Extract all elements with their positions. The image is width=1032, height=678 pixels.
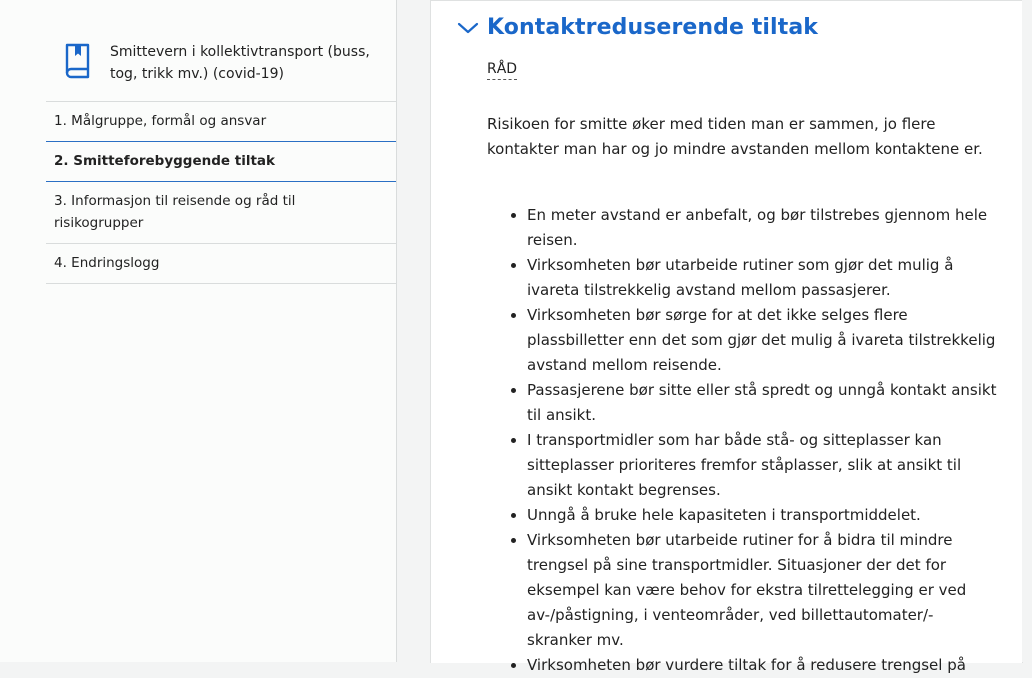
nav-item-endringslogg[interactable]: 4. Endringslogg bbox=[46, 244, 396, 284]
advice-list bbox=[487, 203, 997, 678]
nav-item-smitteforebyggende[interactable]: 2. Smitteforebyggende tiltak bbox=[46, 141, 396, 182]
chevron-down-icon bbox=[457, 21, 479, 35]
nav-item-malgruppe[interactable]: 1. Målgruppe, formål og ansvar bbox=[46, 102, 396, 142]
section-toggle[interactable] bbox=[457, 15, 818, 40]
document-title: Smittevern i kollektivtransport (buss, tog, trikk mv.) (covid-19) bbox=[110, 44, 370, 82]
sidebar bbox=[0, 0, 397, 662]
right-margin bbox=[1022, 0, 1032, 662]
gutter bbox=[397, 0, 430, 662]
nav-item-informasjon[interactable]: 3. Informasjon til reisende og råd til risikogrupper bbox=[46, 182, 396, 244]
list-item: • En meter avstand er anbefalt, og bør tilstrebes gjennom hele reisen. bbox=[527, 203, 997, 253]
list-item: • Virksomheten bør vurdere tiltak for å redusere trengsel på bbox=[527, 653, 997, 678]
list-item: • I transportmidler som har både stå- og sitteplasser kan sitteplasser prioriteres fremfor ståplasser, slik at ansikt til ansikt kontakt begrenses. bbox=[527, 428, 997, 503]
list-item: • Virksomheten bør utarbeide rutiner som gjør det mulig å ivareta tilstrekkelig avstand mellom passasjerer. bbox=[527, 253, 997, 303]
list-item: • Virksomheten bør utarbeide rutiner for å bidra til mindre trengsel på sine transportmidler. Situasjoner der det for eksempel kan være behov for ekstra tilrettelegging er ved av-/påstigning, i venteområder, ved billettautomater/-skranker mv. bbox=[527, 528, 997, 653]
document-header[interactable] bbox=[46, 36, 396, 100]
list-item: • Unngå å bruke hele kapasiteten i transportmiddelet. bbox=[527, 503, 997, 528]
book-icon bbox=[62, 42, 94, 82]
list-item: • Virksomheten bør sørge for at det ikke selges flere plassbilletter enn det som gjør det mulig å ivareta tilstrekkelig avstand mellom reisende. bbox=[527, 303, 997, 378]
section-title: Kontaktreduserende tiltak bbox=[487, 15, 818, 40]
chapter-nav bbox=[46, 101, 396, 284]
main-content bbox=[430, 0, 1023, 674]
intro-paragraph: Risikoen for smitte øker med tiden man er sammen, jo flere kontakter man har og jo mindre avstanden mellom kontaktene er. bbox=[487, 115, 983, 158]
advice-tag[interactable]: RÅD bbox=[487, 59, 517, 80]
list-item: • Passasjerene bør sitte eller stå spredt og unngå kontakt ansikt til ansikt. bbox=[527, 378, 997, 428]
